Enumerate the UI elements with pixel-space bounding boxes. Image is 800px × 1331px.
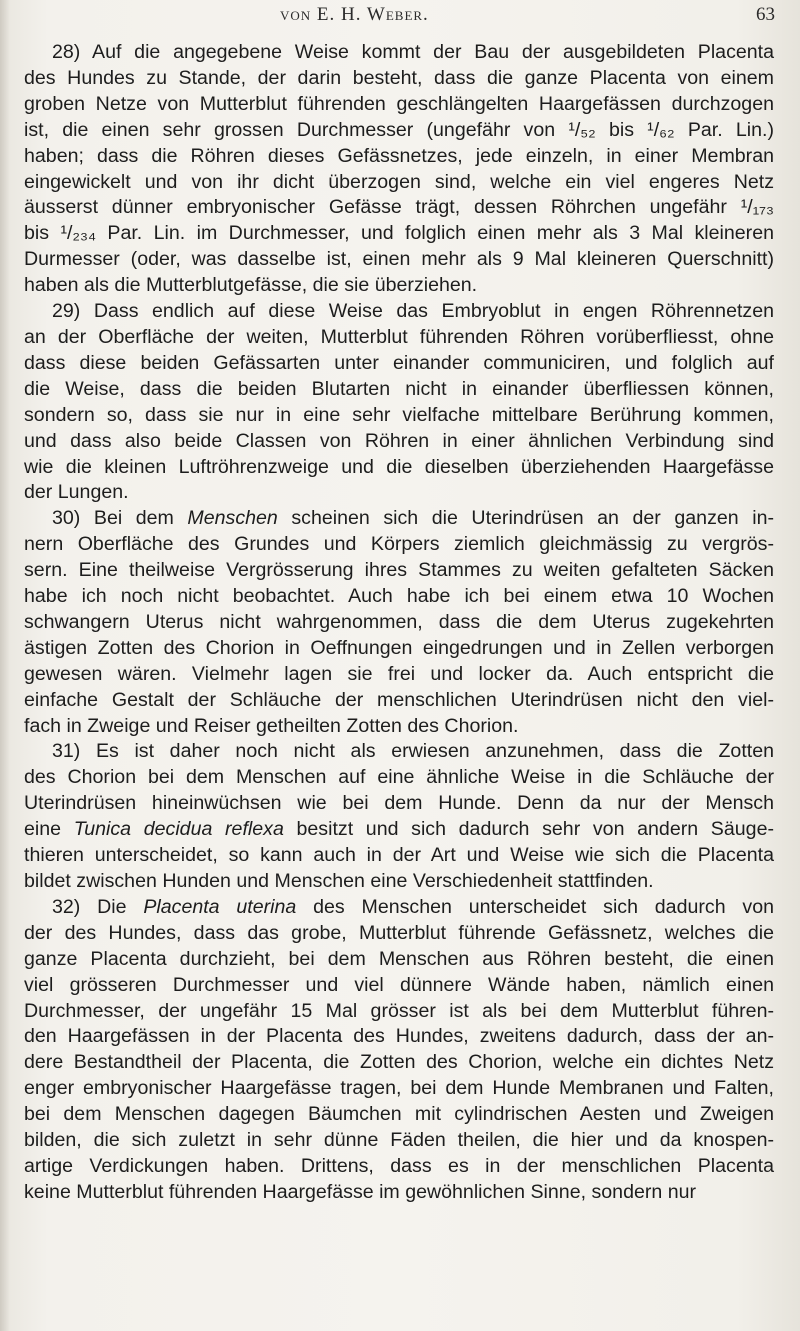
text-line: keine Mutterblut führenden Haargefässe im gewöhnlichen Sinne, sondern nur — [24, 1180, 697, 1203]
text-line: sondern so, dass sie nur in eine sehr vielfache mittelbare Berührung kommen, — [24, 403, 774, 426]
text-line: haben; dass die Röhren dieses Gefässnetzes, jede einzeln, in einer Membran — [24, 144, 774, 167]
text-line: viel grösseren Durchmesser und viel dünnere Wände haben, nämlich einen — [24, 973, 774, 996]
body-text — [24, 40, 774, 1206]
text-line: sern. Eine theilweise Vergrösserung ihres Stammes zu weiten gefalteten Säcken — [24, 559, 774, 582]
text-line: 28) Auf die angegebene Weise kommt der Bau der ausgebildeten Placenta — [52, 41, 774, 63]
text-line: bis ¹/₂₃₄ Par. Lin. im Durchmesser, und folglich einen mehr als 3 Mal kleineren — [24, 222, 774, 245]
paragraph — [24, 895, 774, 1206]
text-line: einfache Gestalt der Schläuche der menschlichen Uterindrüsen nicht den viel- — [24, 688, 774, 711]
text-line: Durmesser (oder, was dasselbe ist, einen mehr als 9 Mal kleineren Querschnitt) — [24, 248, 774, 271]
text-line: und dass also beide Classen von Röhren in einer ähnlichen Verbindung sind — [24, 429, 774, 452]
text-line: ästigen Zotten des Chorion in Oeffnungen eingedrungen und in Zellen verborgen — [24, 636, 774, 659]
running-head-title: von E. H. Weber. — [280, 4, 429, 25]
text-line: bilden, die sich zuletzt in sehr dünne Fäden theilen, die hier und da knospen- — [24, 1129, 774, 1152]
paragraph — [24, 739, 774, 894]
text-line: der Lungen. — [24, 481, 129, 504]
text-line: bildet zwischen Hunden und Menschen eine Verschiedenheit stattfinden. — [24, 870, 654, 892]
text-line: die Weise, dass die beiden Blutarten nicht in einander überfliessen können, — [24, 377, 774, 400]
text-line: dass diese beiden Gefässarten unter einander communiciren, und folglich auf — [24, 351, 774, 374]
running-head — [24, 4, 800, 34]
text-line: ist, die einen sehr grossen Durchmesser (ungefähr von ¹/₅₂ bis ¹/₆₂ Par. Lin.) — [24, 118, 774, 141]
text-line: an der Oberfläche der weiten, Mutterblut führenden Röhren vorüberfliesst, ohne — [24, 325, 774, 348]
text-line: enger embryonischer Haargefässe tragen, bei dem Hunde Membranen und Falten, — [24, 1077, 774, 1100]
text-line: Durchmesser, der ungefähr 15 Mal grösser ist als bei dem Mutterblut führen- — [24, 999, 774, 1022]
text-line: eingewickelt und von ihr dicht überzogen sind, welche ein viel engeres Netz — [24, 170, 774, 193]
text-line: 32) Die Placenta uterina des Menschen unterscheidet sich dadurch von — [52, 895, 774, 918]
text-line: äusserst dünner embryonischer Gefässe trägt, dessen Röhrchen ungefähr ¹/₁₇₃ — [24, 196, 774, 219]
text-line: 31) Es ist daher noch nicht als erwiesen anzunehmen, dass die Zotten — [52, 740, 774, 763]
text-line: thieren unterscheidet, so kann auch in der Art und Weise wie sich die Placenta — [24, 844, 774, 867]
page-number: 63 — [756, 4, 775, 25]
paragraph — [24, 40, 774, 299]
text-line: haben als die Mutterblutgefässe, die sie überziehen. — [24, 274, 478, 297]
text-line: gewesen wären. Vielmehr lagen sie frei und locker da. Auch entspricht die — [24, 662, 774, 685]
text-line: Uterindrüsen hineinwüchsen wie bei dem Hunde. Denn da nur der Mensch — [24, 792, 774, 815]
text-line: eine Tunica decidua reflexa besitzt und sich dadurch sehr von andern Säuge- — [24, 818, 774, 841]
text-line: ganze Placenta durchzieht, bei dem Menschen aus Röhren besteht, die einen — [24, 947, 774, 970]
text-line: des Hundes zu Stande, der darin besteht, dass die ganze Placenta von einem — [24, 66, 774, 89]
text-line: habe ich noch nicht beobachtet. Auch habe ich bei einem etwa 10 Wochen — [24, 585, 774, 608]
text-line: fach in Zweige und Reiser getheilten Zotten des Chorion. — [24, 714, 519, 737]
text-line: 30) Bei dem Menschen scheinen sich die Uterindrüsen an der ganzen in- — [52, 507, 774, 530]
paragraph — [24, 299, 774, 506]
text-line: wie die kleinen Luftröhrenzweige und die dieselben überziehenden Haargefässe — [24, 455, 774, 478]
text-line: artige Verdickungen haben. Drittens, dass es in der menschlichen Placenta — [24, 1154, 774, 1177]
text-line: bei dem Menschen dagegen Bäumchen mit cylindrischen Aesten und Zweigen — [24, 1103, 774, 1126]
text-line: der des Hundes, dass das grobe, Mutterblut führende Gefässnetz, welches die — [24, 921, 774, 944]
paragraph — [24, 506, 774, 739]
text-line: nern Oberfläche des Grundes und Körpers ziemlich gleichmässig zu vergrös- — [24, 533, 774, 556]
spine-shadow — [0, 0, 10, 1331]
text-line: dere Bestandtheil der Placenta, die Zotten des Chorion, welche ein dichtes Netz — [24, 1051, 774, 1074]
text-line: des Chorion bei dem Menschen auf eine ähnliche Weise in die Schläuche der — [24, 766, 774, 789]
text-line: den Haargefässen in der Placenta des Hundes, zweitens dadurch, dass der an- — [24, 1025, 774, 1048]
text-line: 29) Dass endlich auf diese Weise das Embryoblut in engen Röhrennetzen — [52, 300, 774, 323]
text-line: groben Netze von Mutterblut führenden geschlängelten Haargefässen durchzogen — [24, 92, 774, 115]
text-line: schwangern Uterus nicht wahrgenommen, dass die dem Uterus zugekehrten — [24, 610, 774, 633]
